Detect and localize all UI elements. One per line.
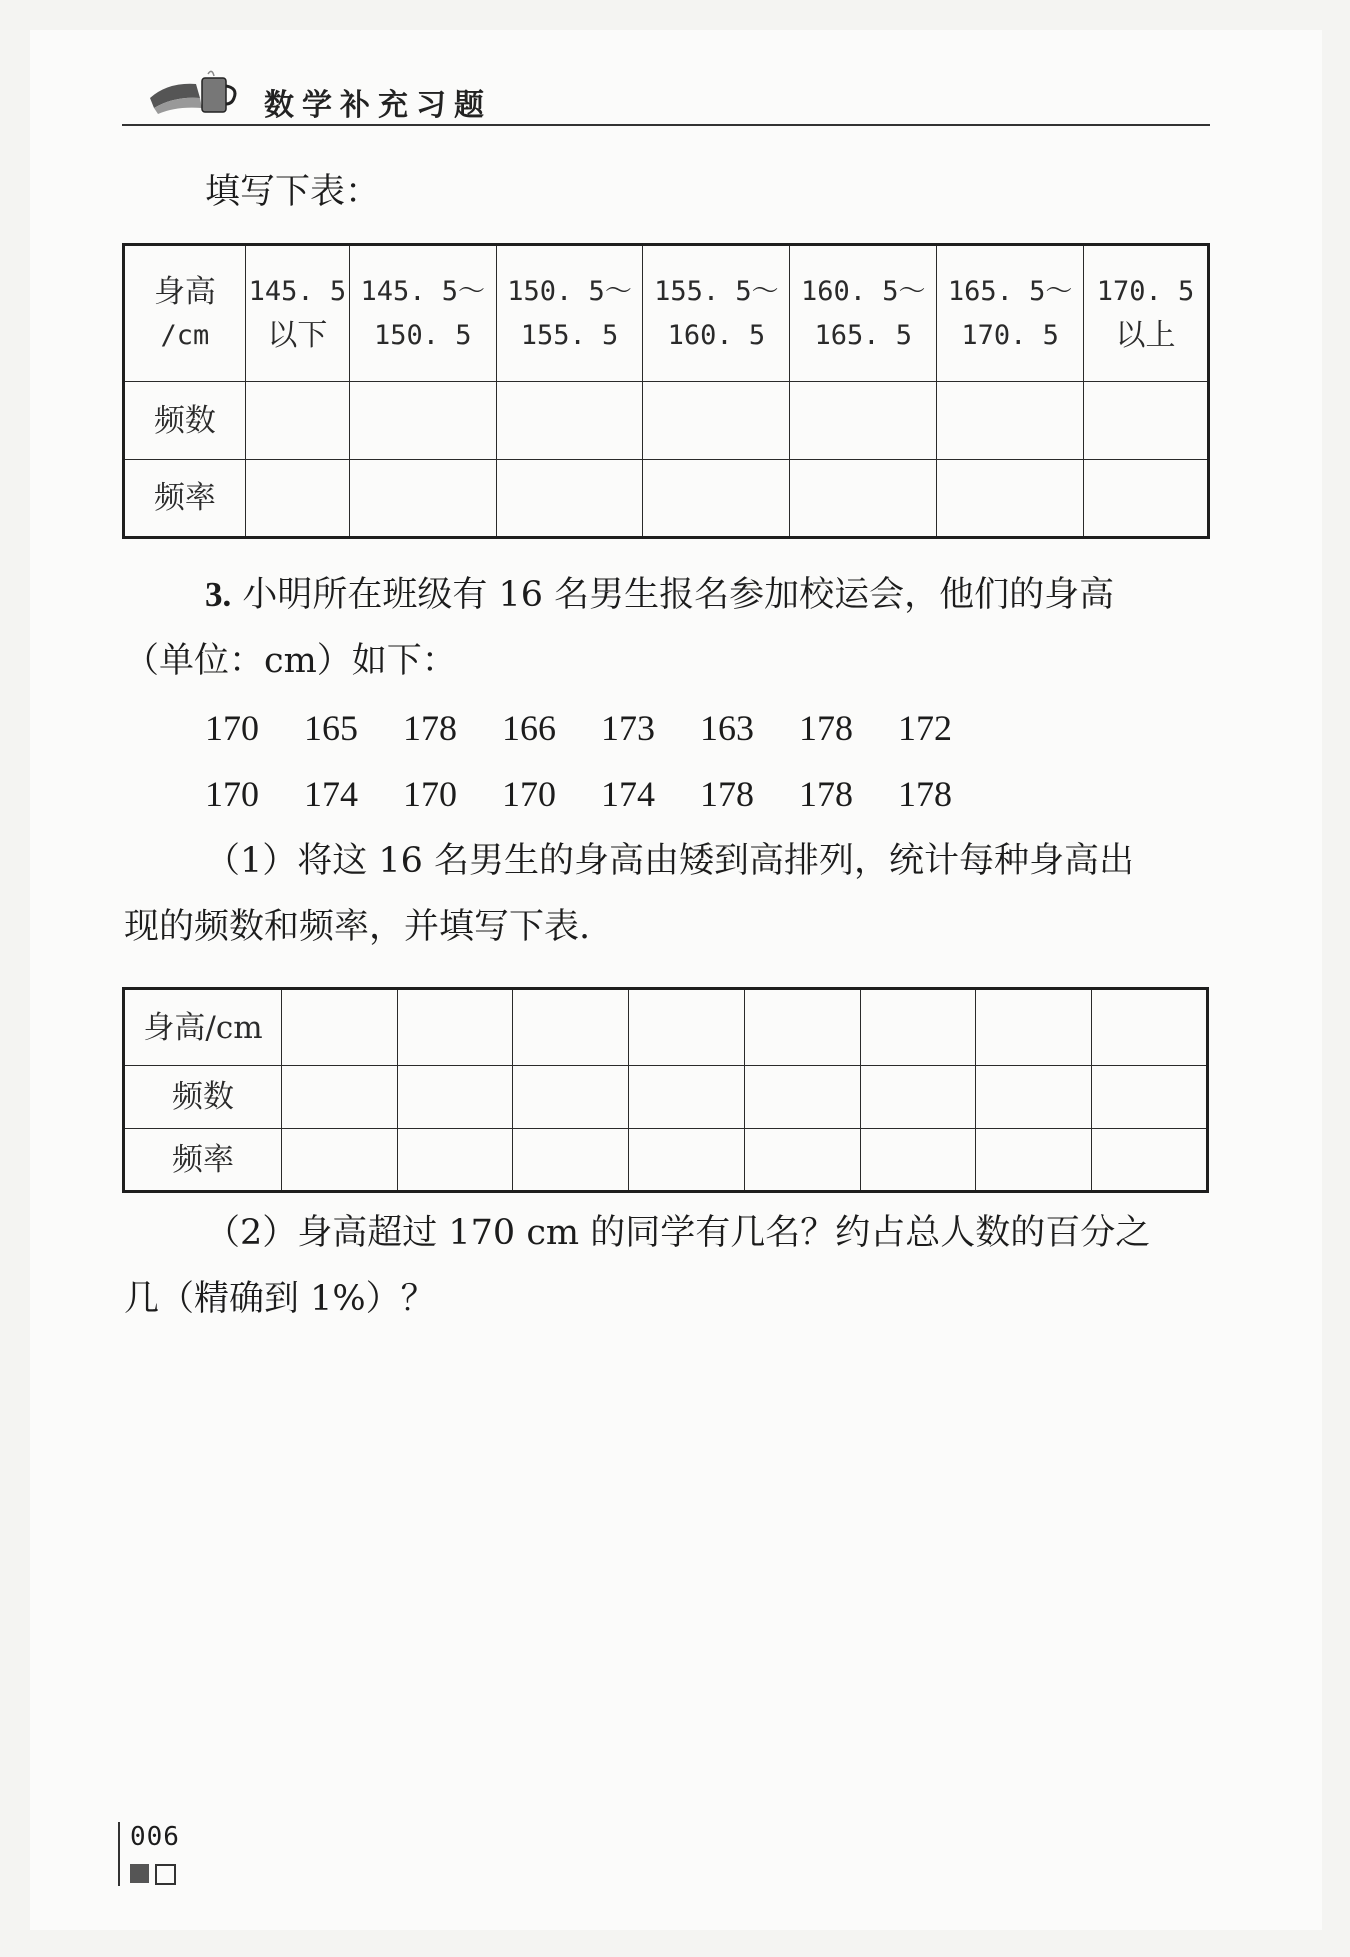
row-label-rate: 频率 [124, 1129, 282, 1192]
row-label-height: 身高/cm [124, 989, 282, 1066]
height-value: 170 [205, 774, 259, 814]
blank-cell[interactable] [513, 1066, 629, 1129]
question1-line2: 现的频数和频率，并填写下表. [124, 907, 591, 947]
blank-cell[interactable] [1092, 1129, 1208, 1192]
height-value: 172 [898, 708, 952, 748]
blank-cell[interactable] [245, 460, 349, 538]
blank-cell[interactable] [860, 1129, 976, 1192]
page-header [122, 60, 1210, 130]
blank-cell[interactable] [744, 1129, 860, 1192]
blank-cell[interactable] [397, 1066, 513, 1129]
height-value: 163 [700, 708, 754, 748]
question1-line1: （1）将这 16 名男生的身高由矮到高排列，统计每种身高出 [205, 841, 1135, 881]
blank-cell[interactable] [1084, 460, 1209, 538]
problem3-text: 小明所在班级有 16 名男生报名参加校运会，他们的身高 [242, 575, 1115, 615]
height-value: 165 [304, 708, 358, 748]
blank-cell[interactable] [643, 382, 790, 460]
page-number: 006 [130, 1822, 180, 1852]
question2-line1: （2）身高超过 170 cm 的同学有几名？约占总人数的百分之 [205, 1213, 1151, 1253]
question2-line2: 几（精确到 1%）？ [124, 1279, 436, 1319]
height-value: 174 [601, 774, 655, 814]
blank-cell[interactable] [397, 1129, 513, 1192]
row-label-rate: 频率 [124, 460, 246, 538]
blank-cell[interactable] [513, 989, 629, 1066]
empty-square-icon [155, 1864, 176, 1885]
problem-number: 3. [205, 575, 232, 614]
height-value: 166 [502, 708, 556, 748]
blank-cell[interactable] [744, 1066, 860, 1129]
blank-cell[interactable] [513, 1129, 629, 1192]
blank-cell[interactable] [860, 1066, 976, 1129]
blank-cell[interactable] [976, 1129, 1092, 1192]
interval-header: 170. 5 以上 [1084, 245, 1209, 382]
blank-cell[interactable] [790, 460, 937, 538]
interval-header: 145. 5 以下 [245, 245, 349, 382]
row-label-frequency: 频数 [124, 382, 246, 460]
height-value: 178 [898, 774, 952, 814]
blank-cell[interactable] [282, 989, 398, 1066]
height-value: 178 [403, 708, 457, 748]
row-header-height [124, 245, 246, 382]
blank-cell[interactable] [937, 382, 1084, 460]
blank-cell[interactable] [937, 460, 1084, 538]
filled-square-icon [130, 1864, 149, 1883]
row-label-frequency: 频数 [124, 1066, 282, 1129]
height-value: 174 [304, 774, 358, 814]
blank-cell[interactable] [282, 1066, 398, 1129]
blank-cell[interactable] [397, 989, 513, 1066]
blank-cell[interactable] [790, 382, 937, 460]
header-rule [122, 124, 1210, 126]
height-frequency-table [122, 987, 1209, 1193]
height-value: 173 [601, 708, 655, 748]
blank-cell[interactable] [1084, 382, 1209, 460]
height-value: 170 [502, 774, 556, 814]
blank-cell[interactable] [629, 1129, 745, 1192]
header-title: 数学补充习题 [264, 88, 492, 123]
blank-cell[interactable] [1092, 989, 1208, 1066]
interval-header: 155. 5～ 160. 5 [643, 245, 790, 382]
row-header-height-label: 身高 [153, 273, 216, 310]
blank-cell[interactable] [496, 382, 643, 460]
blank-cell[interactable] [629, 989, 745, 1066]
height-value: 178 [700, 774, 754, 814]
blank-cell[interactable] [349, 382, 496, 460]
blank-cell[interactable] [860, 989, 976, 1066]
blank-cell[interactable] [1092, 1066, 1208, 1129]
blank-cell[interactable] [282, 1129, 398, 1192]
blank-cell[interactable] [496, 460, 643, 538]
blank-cell[interactable] [629, 1066, 745, 1129]
blank-cell[interactable] [349, 460, 496, 538]
blank-cell[interactable] [245, 382, 349, 460]
interval-header: 165. 5～ 170. 5 [937, 245, 1084, 382]
footer-rule [118, 1822, 120, 1886]
blank-cell[interactable] [976, 1066, 1092, 1129]
interval-header: 160. 5～ 165. 5 [790, 245, 937, 382]
height-interval-table [122, 243, 1210, 539]
interval-header: 145. 5～ 150. 5 [349, 245, 496, 382]
blank-cell[interactable] [976, 989, 1092, 1066]
problem3-line1 [205, 575, 1213, 615]
height-value: 178 [799, 708, 853, 748]
blank-cell[interactable] [643, 460, 790, 538]
interval-header: 150. 5～ 155. 5 [496, 245, 643, 382]
problem3-line2: （单位：cm）如下： [124, 641, 457, 681]
height-value: 178 [799, 774, 853, 814]
row-header-height-unit: /cm [160, 319, 210, 351]
blank-cell[interactable] [744, 989, 860, 1066]
height-value: 170 [403, 774, 457, 814]
table-instruction: 填写下表： [205, 172, 381, 212]
book-and-cup-icon [148, 68, 238, 120]
height-value: 170 [205, 708, 259, 748]
